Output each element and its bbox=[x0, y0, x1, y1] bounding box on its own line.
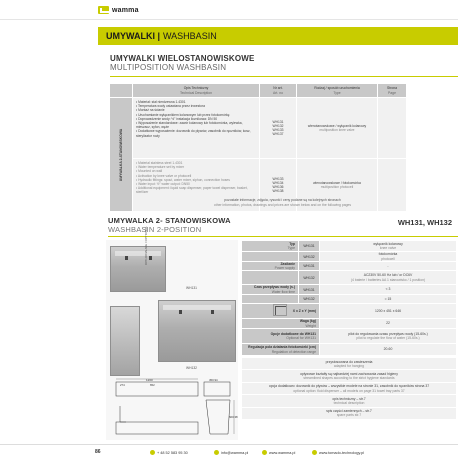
dim-width: 1200 bbox=[146, 378, 153, 382]
table-row-page bbox=[378, 98, 406, 158]
product1-title-en: MULTIPOSITION WASHBASIN bbox=[110, 63, 227, 72]
product2-title-en: WASHBASIN 2-POSITION bbox=[108, 225, 202, 234]
table-row-codes[interactable]: WH133 WH134 WH136 WH138 bbox=[260, 159, 296, 211]
page-number: 86 bbox=[95, 449, 101, 455]
table-row-type: wlenotanowskowe / wyłącznik kolanowy multiposition knee valve bbox=[297, 98, 377, 158]
product2-title-pl: UMYWALKA 2- STANOWISKOWA bbox=[108, 216, 231, 225]
section-header bbox=[98, 27, 458, 45]
wamma-logo-icon bbox=[98, 6, 109, 14]
logo-text: wamma bbox=[112, 6, 139, 14]
image-label-top: WH131 bbox=[186, 286, 197, 290]
header-article: Nr art. Art. no bbox=[260, 84, 296, 97]
table-row-codes[interactable]: WH131 WH132 WH133 WH137 bbox=[260, 98, 296, 158]
dim-height: 600.38 bbox=[229, 415, 238, 419]
spec-row: Zasilanie Power supply WH131 - bbox=[242, 262, 456, 270]
phone-icon bbox=[150, 450, 155, 455]
product1-title bbox=[110, 54, 255, 72]
product2-title bbox=[108, 216, 231, 234]
table-row-desc-en: • Material stainless steel 1.4301 • Water temperature set by mixer • Mounted on wall • Activation by knee valve or photocell • Hydraulic fittings: spout, water mixer, siphon, connection hoses • Water input: ½" water output: DN50 • Additional equipment: liquid soap dispenser, paper towel dispenser, basket, sterilizer bbox=[133, 159, 259, 211]
option-row: Regulacja pola działania fotokomórki (cm) Regulation of detection range 20-60 bbox=[242, 344, 456, 355]
dims-row: X x Z x Y (mm) 1200 x 451 x 646 bbox=[242, 304, 456, 318]
dim-sub2: 652 bbox=[150, 383, 155, 387]
footer-web[interactable]: www.wamma.pl bbox=[262, 450, 295, 455]
dimensions-icon bbox=[275, 306, 287, 316]
footer-email[interactable]: info@wamma.pl bbox=[214, 450, 248, 455]
header-description: Opis Techniczny Technical Description bbox=[133, 84, 259, 97]
table-row-type: wlenotanowskowe / fotokomórka multiposition photocell bbox=[297, 159, 377, 211]
optional-label: OPCJONALNIE / OPTIONAL bbox=[144, 226, 148, 265]
email-icon bbox=[214, 450, 219, 455]
option-row: Opcje dodatkowe do WH131 Optional for WH131 pilot do regulowania czasu przepływu wody (15-60s.) pilot to regulate the flow of water (15-60s.) bbox=[242, 329, 456, 343]
note-item: opływowe kształty są najbardziej nami zachowania zasad higieny streamlined shapes according to the strict hygiene standards bbox=[242, 370, 456, 381]
table-row-desc-pl: • Materiał: stal nierdzewna 1.4301 • Temperatura wody ustawiana przez inwestora • Montaż na ścianie • Uruchamianie wyłącznikiem kolanowym lub przez fotokomórkę • Doprowadzenie wody: ½" instalacja licznikowa: DN 50 • Wyposażenie standardowe: zawór kolanowy lub fotokomórka, wylewka, mieszacz, syfon, węże • Dodatkowe wyposażenie: dozownik do pływów, zasobnik do ręczników, kosz, sterylizator noży bbox=[133, 98, 259, 158]
spec-row: Czas przepływu wody (s.) Water flow time WH131 < 3 bbox=[242, 285, 456, 294]
side-label-cell: UMYWALKA 2-STANOWISKOWA bbox=[110, 98, 132, 211]
top-bar bbox=[0, 0, 458, 20]
note-item: opcja dodatkowo: dozownik do pływów – wszystkie modele na stronie 31, zasobnik do ręczników strona 37 optional option: fluid dispenser – all models on page 31 towel tray parts 37 bbox=[242, 383, 456, 394]
globe-icon bbox=[312, 450, 317, 455]
product2-notes bbox=[242, 358, 456, 420]
sink-image-small bbox=[110, 306, 140, 376]
product2-codes: WH131, WH132 bbox=[397, 218, 452, 227]
product1-note: pozostałe informacje, zdjęcia, rysunki i ceny podane są na kolejnych stronach other information, photos, drawings and prices are shown below and on the following pages bbox=[213, 198, 352, 207]
product1-table bbox=[110, 84, 455, 211]
spec-row: WH132 ≈ 15 bbox=[242, 295, 456, 303]
sink-image-top bbox=[110, 246, 166, 292]
note-item[interactable]: spis części zamiennych – str.7 spare parts str.7 bbox=[242, 408, 456, 419]
dim-sub1: 274 bbox=[120, 383, 125, 387]
note-item[interactable]: opis techniczny – str.7 technical description bbox=[242, 395, 456, 406]
header-type: Rodzaj / sposób uruchomienia Type bbox=[297, 84, 377, 97]
specs-table bbox=[242, 241, 456, 356]
weight-row: Waga (kg) Weight 22 bbox=[242, 319, 456, 328]
sink-image-bottom bbox=[158, 300, 236, 362]
globe-icon bbox=[262, 450, 267, 455]
table-header bbox=[110, 84, 455, 97]
section-title-en: WASHBASIN bbox=[163, 31, 217, 41]
spec-row: WH132 fotokomórka photocell bbox=[242, 252, 456, 261]
brand-logo[interactable] bbox=[98, 5, 139, 15]
footer-phone[interactable]: + 48 52 583 95 30 bbox=[150, 450, 188, 455]
section-title-pl: UMYWALKI | bbox=[106, 31, 161, 41]
header-blank bbox=[110, 84, 132, 97]
footer bbox=[0, 444, 458, 458]
image-label-bottom: WH132 bbox=[186, 366, 197, 370]
divider bbox=[108, 236, 458, 237]
table-body bbox=[110, 98, 455, 211]
footer-web2[interactable]: www.tomado-technology.pl bbox=[312, 450, 364, 455]
spec-row: Typ Type WH131 wyłącznik kolanowy knee valve bbox=[242, 241, 456, 251]
divider bbox=[110, 76, 458, 77]
spec-row: WH132 AC230V 50-60 Hz lub / or DC6V (4 baterie / batteries AA 1 stanowisko / 1 position) bbox=[242, 271, 456, 284]
product1-title-pl: UMYWALKI WIELOSTANOWISKOWE bbox=[110, 54, 255, 63]
technical-drawing bbox=[106, 378, 238, 440]
note-item: przystosowana do zawieszenia adapted for hanging bbox=[242, 358, 456, 369]
header-page: Strona Page bbox=[378, 84, 406, 97]
dim-depth: 450.94 bbox=[209, 378, 218, 382]
